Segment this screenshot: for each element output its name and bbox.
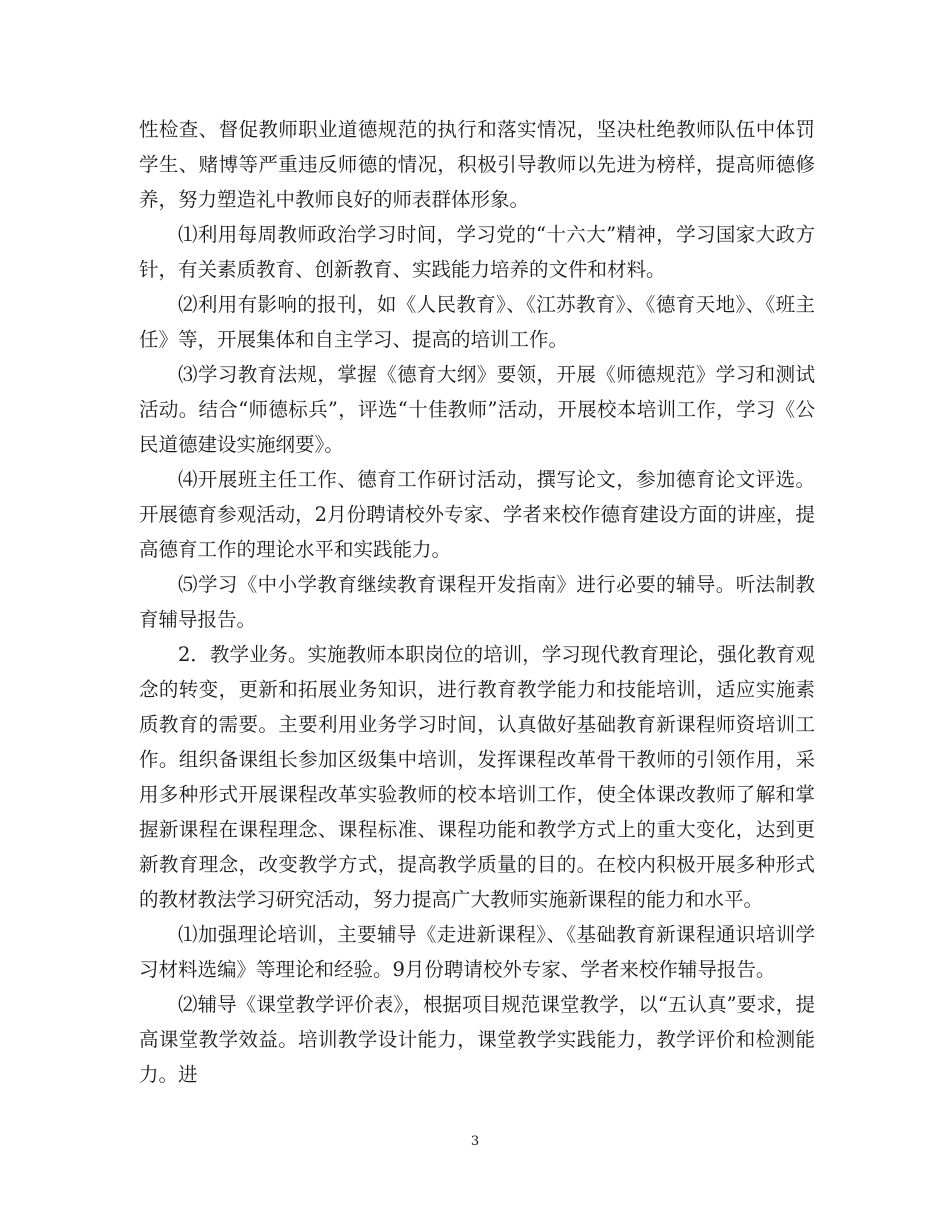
paragraph: ⑵辅导《课堂教学评价表》，根据项目规范课堂教学，以“五认真”要求，提高课堂教学效益。培训教学设计能力，课堂教学实践能力，教学评价和检测能力。进 — [139, 993, 815, 1086]
document-body — [139, 112, 815, 1092]
paragraph: ⑶学习教育法规，掌握《德育大纲》要领，开展《师德规范》学习和测试活动。结合“师德标兵”，评选“十佳教师”活动，开展校本培训工作，学习《公民道德建设实施纲要》。 — [139, 363, 815, 456]
paragraph: 性检查、督促教师职业道德规范的执行和落实情况，坚决杜绝教师队伍中体罚学生、赌博等严重违反师德的情况，积极引导教师以先进为榜样，提高师德修养，努力塑造礼中教师良好的师表群体形象。 — [139, 118, 815, 211]
paragraph: ⑴加强理论培训，主要辅导《走进新课程》、《基础教育新课程通识培训学习材料选编》等理论和经验。9月份聘请校外专家、学者来校作辅导报告。 — [139, 923, 815, 981]
page-number: 3 — [470, 1134, 480, 1149]
paragraph: 2．教学业务。实施教师本职岗位的培训，学习现代教育理论，强化教育观念的转变，更新和拓展业务知识，进行教育教学能力和技能培训，适应实施素质教育的需要。主要利用业务学习时间，认真做好基础教育新课程师资培训工作。组织备课组长参加区级集中培训，发挥课程改革骨干教师的引领作用，采用多种形式开展课程改革实验教师的校本培训工作，使全体课改教师了解和掌握新课程在课程理念、课程标准、课程功能和教学方式上的重大变化，达到更新教育理念，改变教学方式，提高教学质量的目的。在校内积极开展多种形式的教材教法学习研究活动，努力提高广大教师实施新课程的能力和水平。 — [139, 643, 815, 911]
paragraph: ⑷开展班主任工作、德育工作研讨活动，撰写论文，参加德育论文评选。开展德育参观活动，2月份聘请校外专家、学者来校作德育建设方面的讲座，提高德育工作的理论水平和实践能力。 — [139, 468, 815, 561]
paragraph: ⑸学习《中小学教育继续教育课程开发指南》进行必要的辅导。听法制教育辅导报告。 — [139, 573, 815, 631]
paragraph: ⑵利用有影响的报刊，如《人民教育》、《江苏教育》、《德育天地》、《班主任》等，开展集体和自主学习、提高的培训工作。 — [139, 293, 815, 351]
paragraph: ⑴利用每周教师政治学习时间，学习党的“十六大”精神，学习国家大政方针，有关素质教育、创新教育、实践能力培养的文件和材料。 — [139, 223, 815, 281]
